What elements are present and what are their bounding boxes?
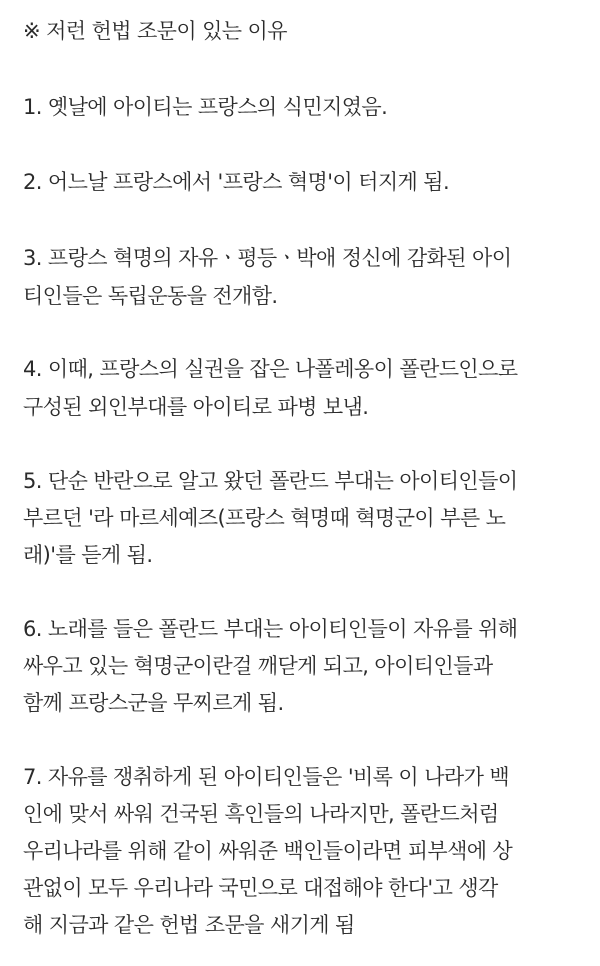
item-7-line-4: 관없이 모두 우리나라 국민으로 대접해야 한다'고 생각 bbox=[23, 876, 498, 900]
item-7-line-1: 7. 자유를 쟁취하게 된 아이티인들은 '비록 이 나라가 백 bbox=[23, 765, 510, 789]
item-4-line-1: 4. 이때, 프랑스의 실권을 잡은 나폴레옹이 폴란드인으로 bbox=[23, 357, 518, 381]
item-5-line-3: 래)'를 듣게 됨. bbox=[23, 543, 153, 567]
item-7-line-2: 인에 맞서 싸워 건국된 흑인들의 나라지만, 폴란드처럼 bbox=[23, 802, 499, 826]
item-1-line-1: 1. 옛날에 아이티는 프랑스의 식민지였음. bbox=[23, 95, 388, 119]
item-6-line-3: 함께 프랑스군을 무찌르게 됨. bbox=[23, 691, 284, 715]
item-2-line-1: 2. 어느날 프랑스에서 '프랑스 혁명'이 터지게 됨. bbox=[23, 170, 450, 194]
item-7-line-5: 해 지금과 같은 헌법 조문을 새기게 됨 bbox=[23, 913, 355, 937]
item-3-line-2: 티인들은 독립운동을 전개함. bbox=[23, 284, 278, 308]
item-3-line-1: 3. 프랑스 혁명의 자유ㆍ평등ㆍ박애 정신에 감화된 아이 bbox=[23, 246, 512, 270]
document-title: ※ 저런 헌법 조문이 있는 이유 bbox=[23, 19, 287, 43]
item-6-line-1: 6. 노래를 들은 폴란드 부대는 아이티인들이 자유를 위해 bbox=[23, 617, 518, 641]
item-4-line-2: 구성된 외인부대를 아이티로 파병 보냄. bbox=[23, 395, 369, 419]
item-5-line-2: 부르던 '라 마르세예즈(프랑스 혁명때 혁명군이 부른 노 bbox=[23, 506, 506, 530]
item-5-line-1: 5. 단순 반란으로 알고 왔던 폴란드 부대는 아이티인들이 bbox=[23, 469, 518, 493]
item-6-line-2: 싸우고 있는 혁명군이란걸 깨닫게 되고, 아이티인들과 bbox=[23, 654, 493, 678]
item-7-line-3: 우리나라를 위해 같이 싸워준 백인들이라면 피부색에 상 bbox=[23, 839, 513, 863]
